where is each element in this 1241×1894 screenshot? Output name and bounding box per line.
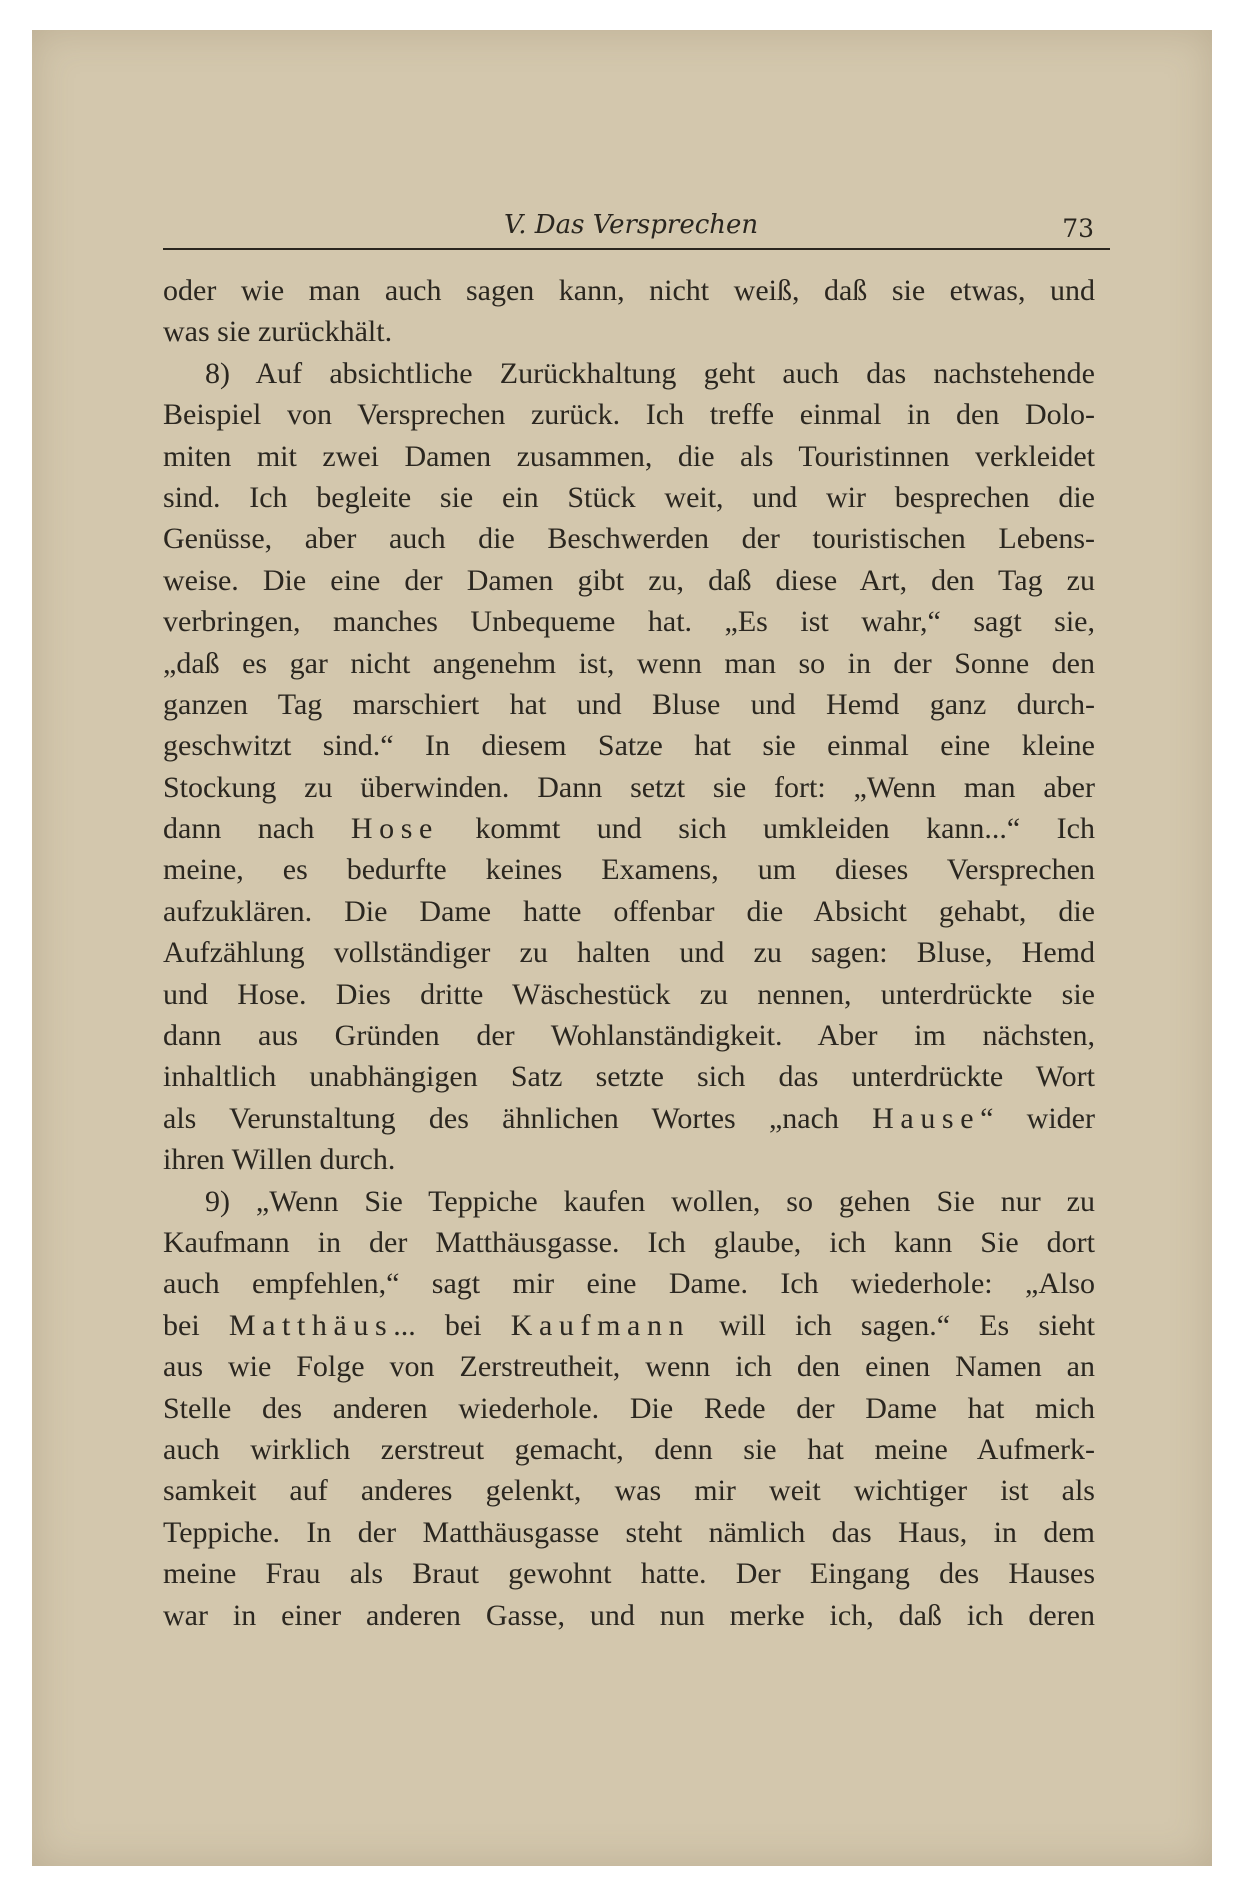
line-part: will ich sagen.“ Es sieht bbox=[690, 1308, 1095, 1342]
text-line: Aufzählung vollständiger zu halten und zu sagen: Bluse, Hemd bbox=[163, 936, 1095, 970]
text-line: ganzen Tag marschiert hat und Bluse und Hemd ganz durch- bbox=[163, 687, 1095, 721]
line-part: bei bbox=[163, 1308, 229, 1342]
text-line: Beispiel von Versprechen zurück. Ich treffe einmal in den Dolo- bbox=[163, 398, 1095, 432]
text-line: „daß es gar nicht angenehm ist, wenn man so in der Sonne den bbox=[163, 646, 1095, 680]
text-line: aufzuklären. Die Dame hatte offenbar die Absicht gehabt, die bbox=[163, 894, 1095, 928]
line-part: ... bei bbox=[393, 1308, 511, 1342]
text-line: meine, es bedurfte keines Examens, um dieses Versprechen bbox=[163, 853, 1095, 887]
text-line: verbringen, manches Unbequeme hat. „Es ist wahr,“ sagt sie, bbox=[163, 605, 1095, 639]
text-line bbox=[163, 1098, 1095, 1139]
text-line: weise. Die eine der Damen gibt zu, daß diese Art, den Tag zu bbox=[163, 563, 1095, 597]
text-line: war in einer anderen Gasse, und nun merke ich, daß ich deren bbox=[163, 1598, 1095, 1632]
text-line bbox=[163, 808, 1095, 849]
spaced-emphasis: Hause bbox=[872, 1101, 981, 1135]
body-text bbox=[163, 270, 1095, 1636]
paragraph-start: 8) Auf absichtliche Zurückhaltung geht auch das nachstehende bbox=[205, 356, 1095, 390]
text-line: meine Frau als Braut gewohnt hatte. Der Eingang des Hauses bbox=[163, 1557, 1095, 1591]
text-line: Stelle des anderen wiederhole. Die Rede der Dame hat mich bbox=[163, 1391, 1095, 1425]
text-line: auch empfehlen,“ sagt mir eine Dame. Ich wiederhole: „Also bbox=[163, 1267, 1095, 1301]
text-line: miten mit zwei Damen zusammen, die als Touristinnen verkleidet bbox=[163, 439, 1095, 473]
text-line bbox=[163, 1305, 1095, 1346]
text-line: Stockung zu überwinden. Dann setzt sie fort: „Wenn man aber bbox=[163, 770, 1095, 804]
line-part: dann nach bbox=[163, 812, 351, 846]
running-head bbox=[163, 180, 1110, 250]
paragraph-start: 9) „Wenn Sie Teppiche kaufen wollen, so gehen Sie nur zu bbox=[205, 1184, 1095, 1218]
text-line: oder wie man auch sagen kann, nicht weiß, daß sie etwas, und bbox=[163, 274, 1095, 307]
line-part: “ wider bbox=[980, 1101, 1095, 1135]
text-line: auch wirklich zerstreut gemacht, denn sie hat meine Aufmerk- bbox=[163, 1432, 1095, 1466]
text-line: was sie zurückhält. bbox=[163, 315, 393, 349]
text-line: geschwitzt sind.“ In diesem Satze hat sie einmal eine kleine bbox=[163, 729, 1095, 763]
spaced-emphasis: Kaufmann bbox=[510, 1308, 691, 1342]
text-line: Genüsse, aber auch die Beschwerden der touristischen Lebens- bbox=[163, 522, 1095, 556]
text-line: Kaufmann in der Matthäusgasse. Ich glaube, ich kann Sie dort bbox=[163, 1225, 1095, 1259]
line-part: kommt und sich umkleiden kann...“ Ich bbox=[438, 812, 1095, 846]
text-line: Teppiche. In der Matthäusgasse steht nämlich das Haus, in dem bbox=[163, 1515, 1095, 1549]
page-number: 73 bbox=[1062, 214, 1094, 243]
text-line: ihren Willen durch. bbox=[163, 1143, 396, 1177]
text-line: und Hose. Dies dritte Wäschestück zu nennen, unterdrückte sie bbox=[163, 977, 1095, 1011]
text-line: samkeit auf anderes gelenkt, was mir weit wichtiger ist als bbox=[163, 1474, 1095, 1508]
text-line: inhaltlich unabhängigen Satz setzte sich das unterdrückte Wort bbox=[163, 1060, 1095, 1094]
line-part: als Verunstaltung des ähnlichen Wortes „nach bbox=[163, 1101, 873, 1135]
spaced-emphasis: Hose bbox=[350, 812, 439, 846]
book-page bbox=[32, 30, 1212, 1866]
spaced-emphasis: Matthäus bbox=[228, 1308, 394, 1342]
text-line: sind. Ich begleite sie ein Stück weit, und wir besprechen die bbox=[163, 480, 1095, 514]
chapter-title: V. Das Versprechen bbox=[504, 210, 759, 240]
text-line: aus wie Folge von Zerstreutheit, wenn ich den einen Namen an bbox=[163, 1350, 1095, 1384]
text-line: dann aus Gründen der Wohlanständigkeit. Aber im nächsten, bbox=[163, 1019, 1095, 1053]
